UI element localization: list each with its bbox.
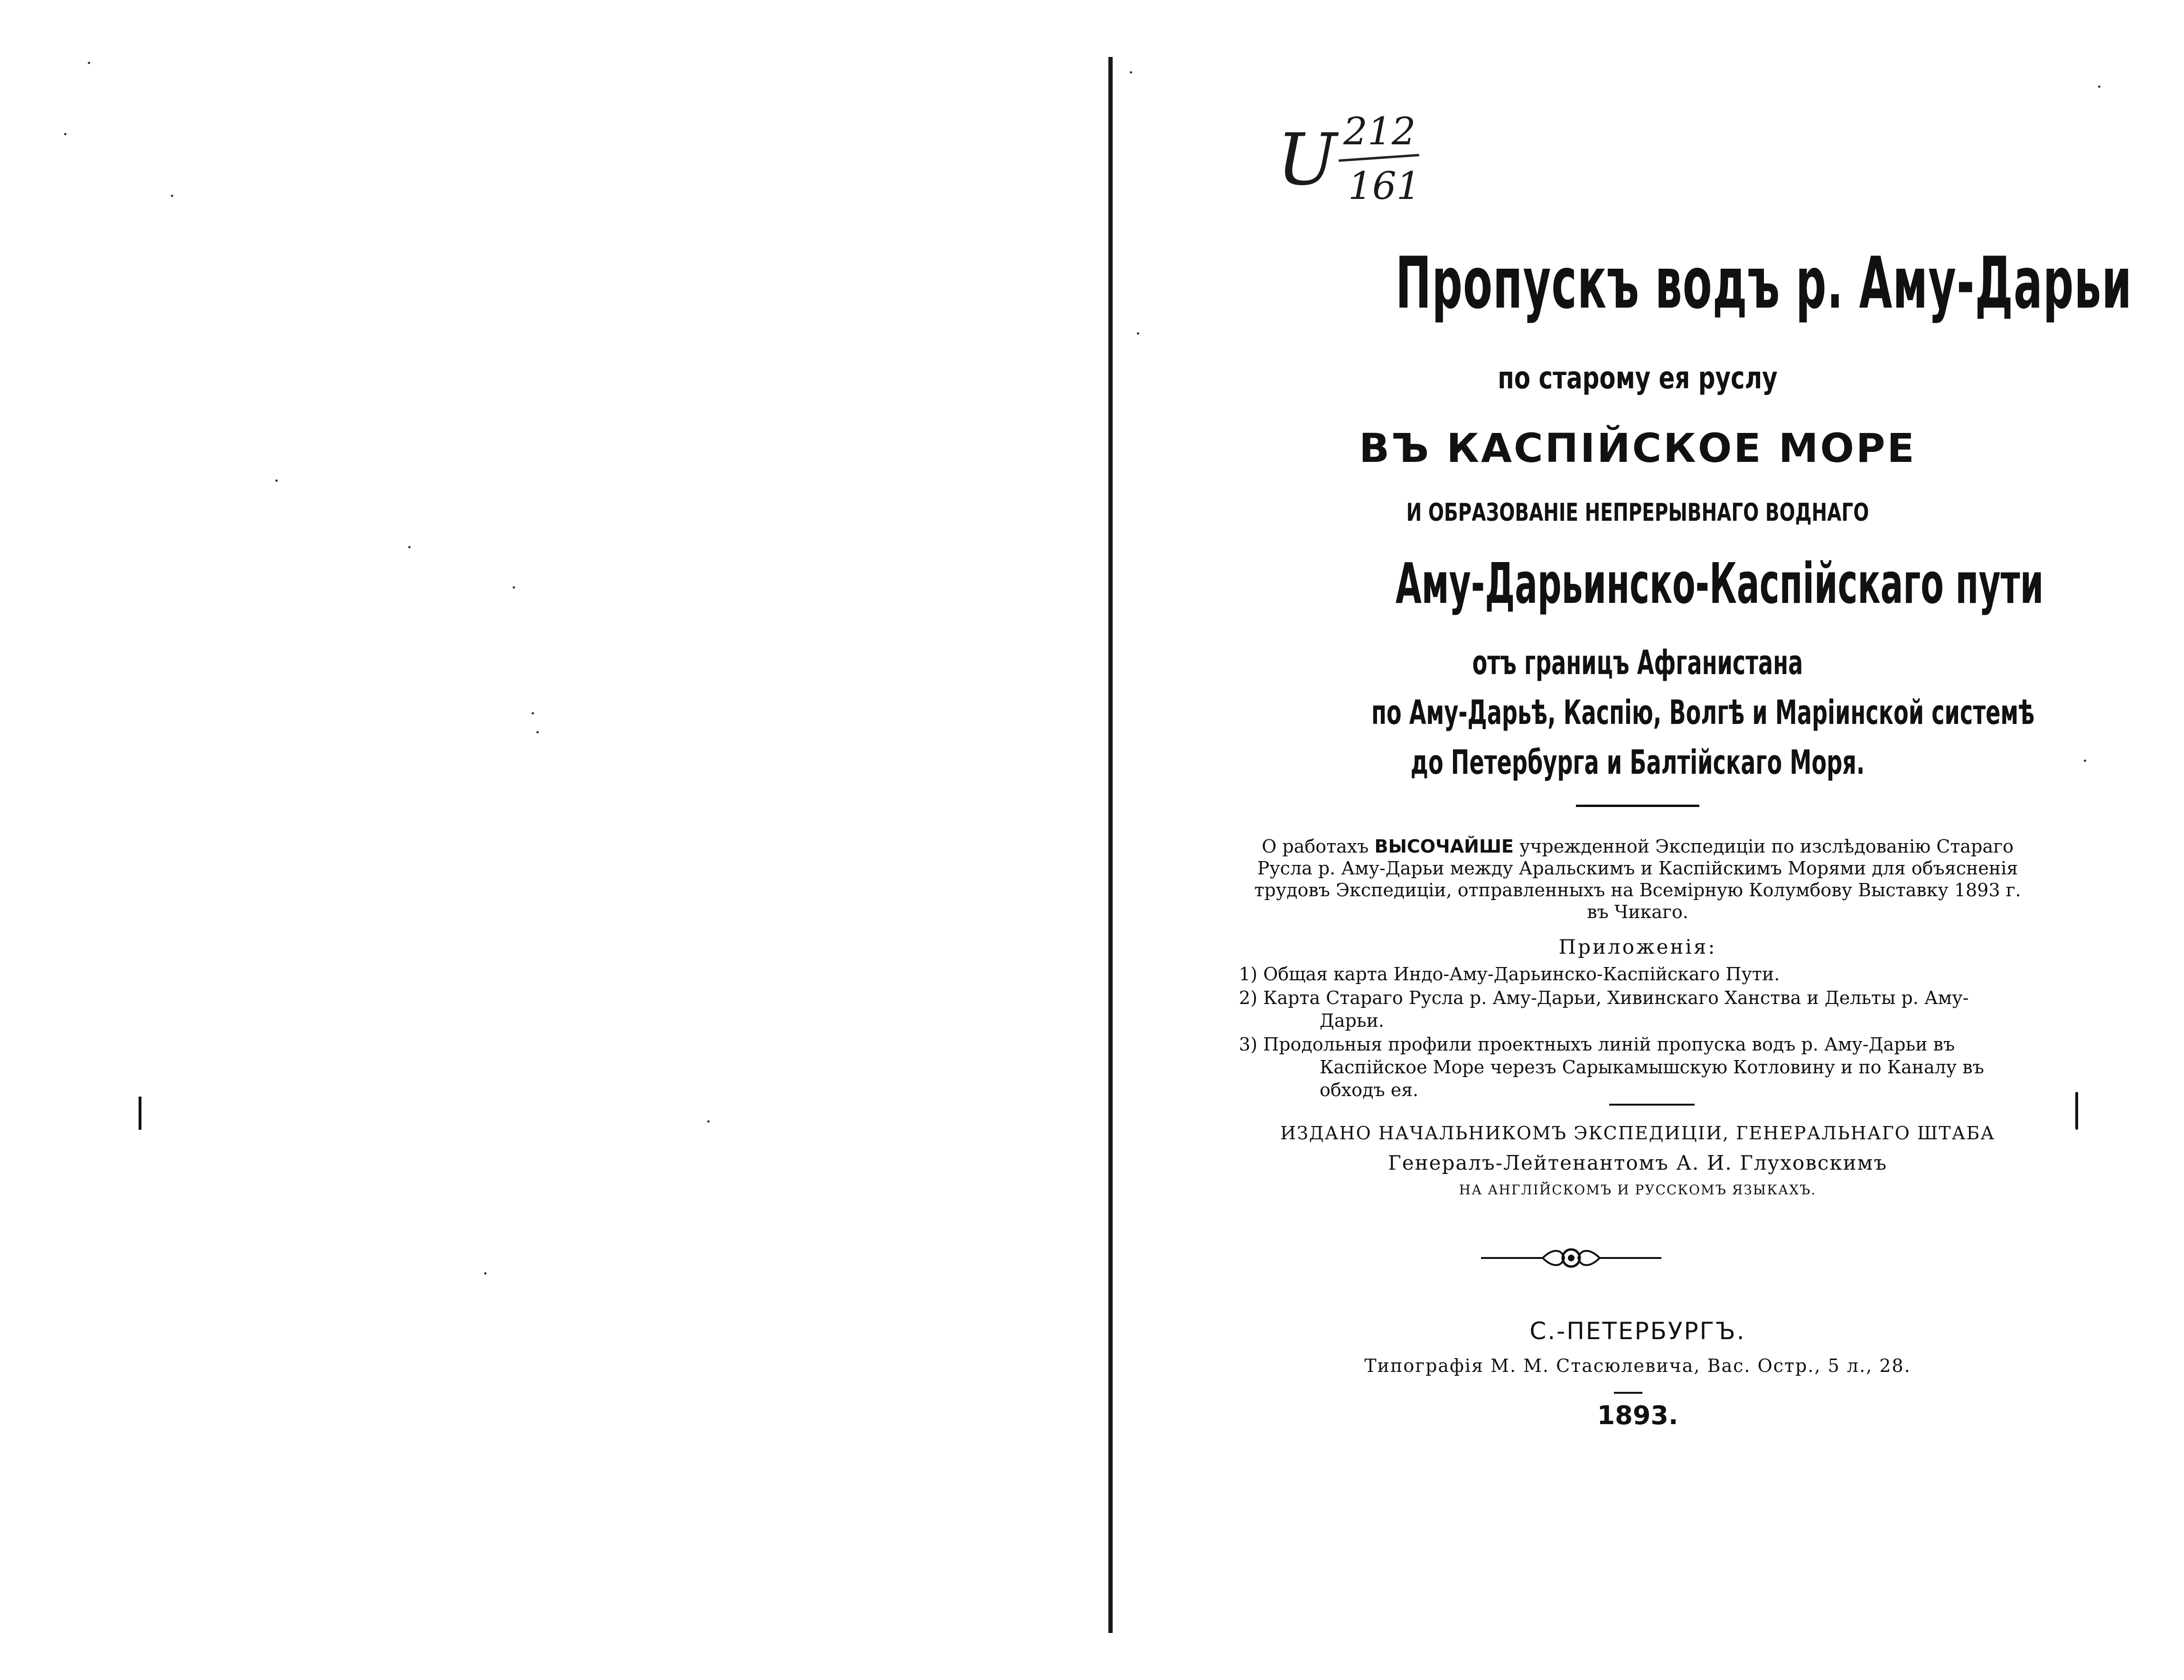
shelfmark-numerator: 212	[1343, 109, 1416, 153]
description-line-1: О работахъ ВЫСОЧАЙШЕ учрежденной Экспедиціи по изслѣдованію Стараго	[1262, 836, 2014, 857]
subtitle-line-5: Аму-Дарьинско-Каспійскаго пути	[1396, 551, 2044, 616]
speck	[2084, 760, 2086, 762]
appendix-item-2-cont: Дарьи.	[1320, 1010, 1384, 1031]
divider-rule-2	[1609, 1104, 1695, 1106]
appendix-item-2: 2) Карта Стараго Русла р. Аму-Дарьи, Хивинскаго Ханства и Дельты р. Аму-	[1239, 987, 1969, 1008]
shelfmark-denominator: 161	[1348, 164, 1421, 208]
speck	[88, 62, 90, 64]
imprint-printer: Типографія М. М. Стасюлевича, Вас. Остр., 5 л., 28.	[1364, 1355, 1911, 1376]
speck	[1130, 71, 1132, 74]
speck	[1137, 332, 1139, 335]
speck	[64, 133, 66, 135]
ornament-divider	[1481, 1239, 1661, 1277]
description-paragraph	[1234, 835, 2041, 923]
subtitle-line-3: ВЪ КАСПІЙСКОЕ МОРЕ	[1359, 425, 1916, 471]
main-title: Пропускъ водъ р. Аму-Дарьи	[1396, 242, 2132, 325]
appendix-item-3-cont: Каспійское Море черезъ Сарыкамышскую Котловину и по Каналу въ	[1320, 1057, 1984, 1078]
description-line-2: Русла р. Аму-Дарьи между Аральскимъ и Каспійскимъ Морями для объясненія	[1257, 858, 2018, 879]
imprint-year: 1893.	[1597, 1400, 1678, 1430]
appendix-item-3-cont-2: обходъ ея.	[1320, 1079, 1419, 1100]
divider-rule	[1576, 805, 1699, 807]
speck	[2098, 85, 2100, 88]
speck	[532, 712, 534, 714]
speck	[707, 1120, 710, 1123]
appendix-item-1: 1) Общая карта Индо-Аму-Дарьинско-Каспійскаго Пути.	[1239, 964, 1780, 985]
right-page-mark	[2075, 1092, 2078, 1130]
route-line-3: до Петербурга и Балтійскаго Моря.	[1410, 743, 1865, 782]
book-spine	[1108, 57, 1113, 1633]
speck	[275, 479, 278, 482]
shelfmark-letter: U	[1277, 119, 1337, 201]
description-line-3: трудовъ Экспедиціи, отправленныхъ на Всемірную Колумбову Выставку 1893 г.	[1254, 880, 2021, 901]
publisher-line-3: НА АНГЛІЙСКОМЪ И РУССКОМЪ ЯЗЫКАХЪ.	[1459, 1182, 1817, 1198]
subtitle-line-2: по старому ея руслу	[1498, 361, 1778, 396]
shelfmark-fraction-line	[1339, 154, 1419, 162]
imprint-city: С.-ПЕТЕРБУРГЪ.	[1529, 1317, 1746, 1345]
route-line-1: отъ границъ Афганистана	[1472, 643, 1803, 682]
speck	[536, 731, 539, 733]
description-line-4: въ Чикаго.	[1587, 901, 1688, 922]
publisher-line-1: ИЗДАНО НАЧАЛЬНИКОМЪ ЭКСПЕДИЦІИ, ГЕНЕРАЛЬНАГО ШТАБА	[1280, 1123, 1996, 1144]
publisher-line-2: Генералъ-Лейтенантомъ А. И. Глуховскимъ	[1387, 1151, 1888, 1174]
subtitle-line-4: И ОБРАЗОВАНІЕ НЕПРЕРЫВНАГО ВОДНАГО	[1406, 498, 1869, 527]
speck	[408, 546, 411, 548]
speck	[171, 195, 173, 197]
appendix-item-3: 3) Продольныя профили проектныхъ линій пропуска водъ р. Аму-Дарьи въ	[1239, 1034, 1955, 1055]
left-page-mark	[139, 1097, 141, 1130]
speck	[513, 586, 515, 589]
highness-word: ВЫСОЧАЙШЕ	[1374, 836, 1514, 857]
speck	[484, 1272, 487, 1275]
divider-rule-3	[1614, 1392, 1642, 1394]
route-line-2: по Аму-Дарьѣ, Каспію, Волгѣ и Маріинской системѣ	[1371, 693, 2035, 732]
appendices-heading: Приложенія:	[1558, 935, 1717, 958]
